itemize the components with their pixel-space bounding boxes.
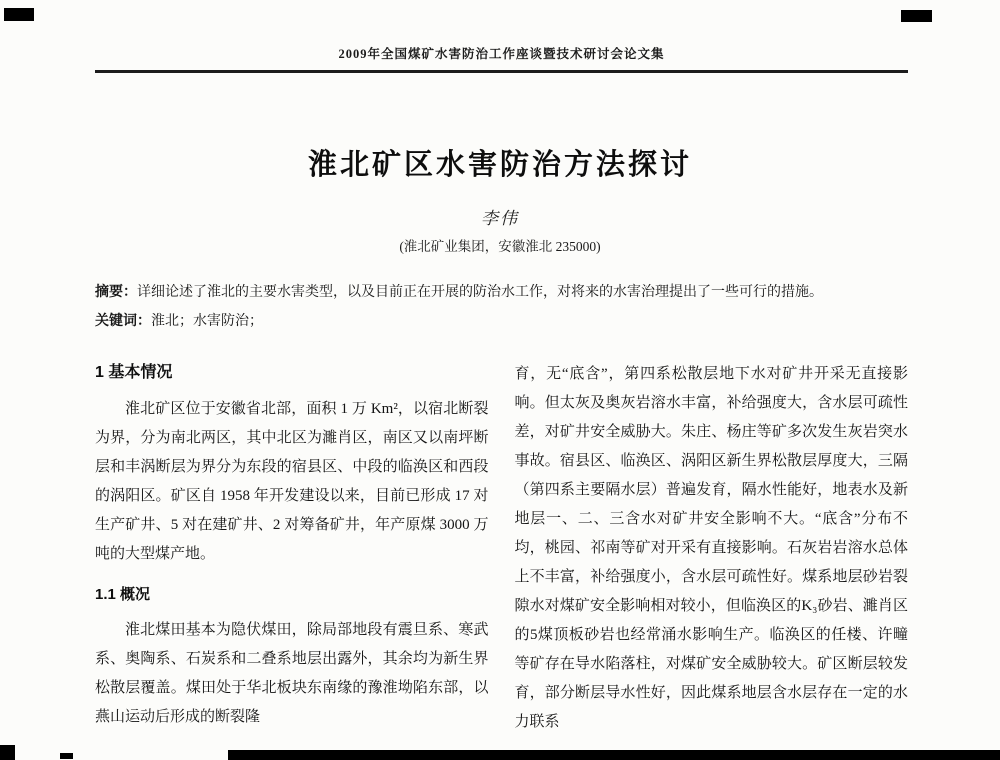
abstract-line: [95, 279, 908, 305]
section-1-heading: 1 基本情况: [95, 364, 173, 381]
left-column: [95, 356, 489, 760]
section-1-1-heading: 1.1 概况: [95, 586, 151, 603]
proceedings-title: 2009年全国煤矿水害防治工作座谈暨技术研讨会论文集: [338, 47, 665, 61]
article-title: 淮北矿区水害防治方法探讨: [307, 149, 692, 181]
header-rule: [95, 70, 908, 73]
author-name: 李伟: [481, 209, 519, 228]
keywords-label: 关键词：: [95, 312, 151, 328]
scan-artifact-top-right: [901, 10, 932, 22]
abstract-label: 摘要：: [95, 283, 137, 299]
scan-artifact-top-left: [4, 8, 34, 21]
scan-artifact-bottom-left-small: [60, 753, 73, 759]
keywords-text: 淮北；水害防治；: [151, 314, 263, 329]
section-1-1-paragraph: 淮北煤田基本为隐伏煤田，除局部地段有震旦系、寒武系、奥陶系、石炭系和二叠系地层出露外，其余均为新生界松散层覆盖。煤田处于华北板块东南缘的豫淮坳陷东部，以燕山运动后形成的断裂隆: [95, 622, 489, 725]
abstract-text: 详细论述了淮北的主要水害类型，以及目前正在开展的防治水工作，对将来的水害治理提出了一些可行的措施。: [137, 285, 823, 300]
keywords-line: [95, 308, 908, 334]
right-column: [515, 356, 909, 760]
body-columns: [95, 356, 908, 760]
section-1-paragraph: 淮北矿区位于安徽省北部，面积 1 万 Km²，以宿北断裂为界，分为南北两区，其中北区为濉肖区，南区又以南坪断层和丰涡断层为界分为东段的宿县区、中段的临涣区和西段的涡阳区。矿区自 1958 年开发建设以来，目前已形成 17 对生产矿井、5 对在建矿井、2 对筹备矿井，年产原煤 3000 万吨的大型煤产地。: [95, 401, 489, 562]
author-affiliation: (淮北矿业集团，安徽淮北 235000): [399, 239, 601, 254]
page-header: [95, 44, 908, 73]
continuation-paragraph: 育，无“底含”，第四系松散层地下水对矿井开采无直接影响。但太灰及奥灰岩溶水丰富，补给强度大，含水层可疏性差，对矿井安全威胁大。朱庄、杨庄等矿多次发生灰岩突水事故。宿县区、临涣区、涡阳区新生界松散层厚度大，三隔（第四系主要隔水层）普遍发育，隔水性能好，地表水及新地层一、二、三含水对矿井安全影响不大。“底含”分布不均，桃园、祁南等矿对开采有直接影响。石灰岩岩溶水总体上不丰富，补给强度小，含水层可疏性好。煤系地层砂岩裂隙水对煤矿安全影响相对较小，但临涣区的K₃砂岩、濉肖区的5煤顶板砂岩也经常涌水影响生产。临涣区的任楼、许疃等矿存在导水陷落柱，对煤矿安全威胁较大。矿区断层较发育，部分断层导水性好，因此煤系地层含水层存在一定的水力联系: [514, 366, 908, 730]
scan-artifact-bottom-left: [0, 745, 15, 760]
